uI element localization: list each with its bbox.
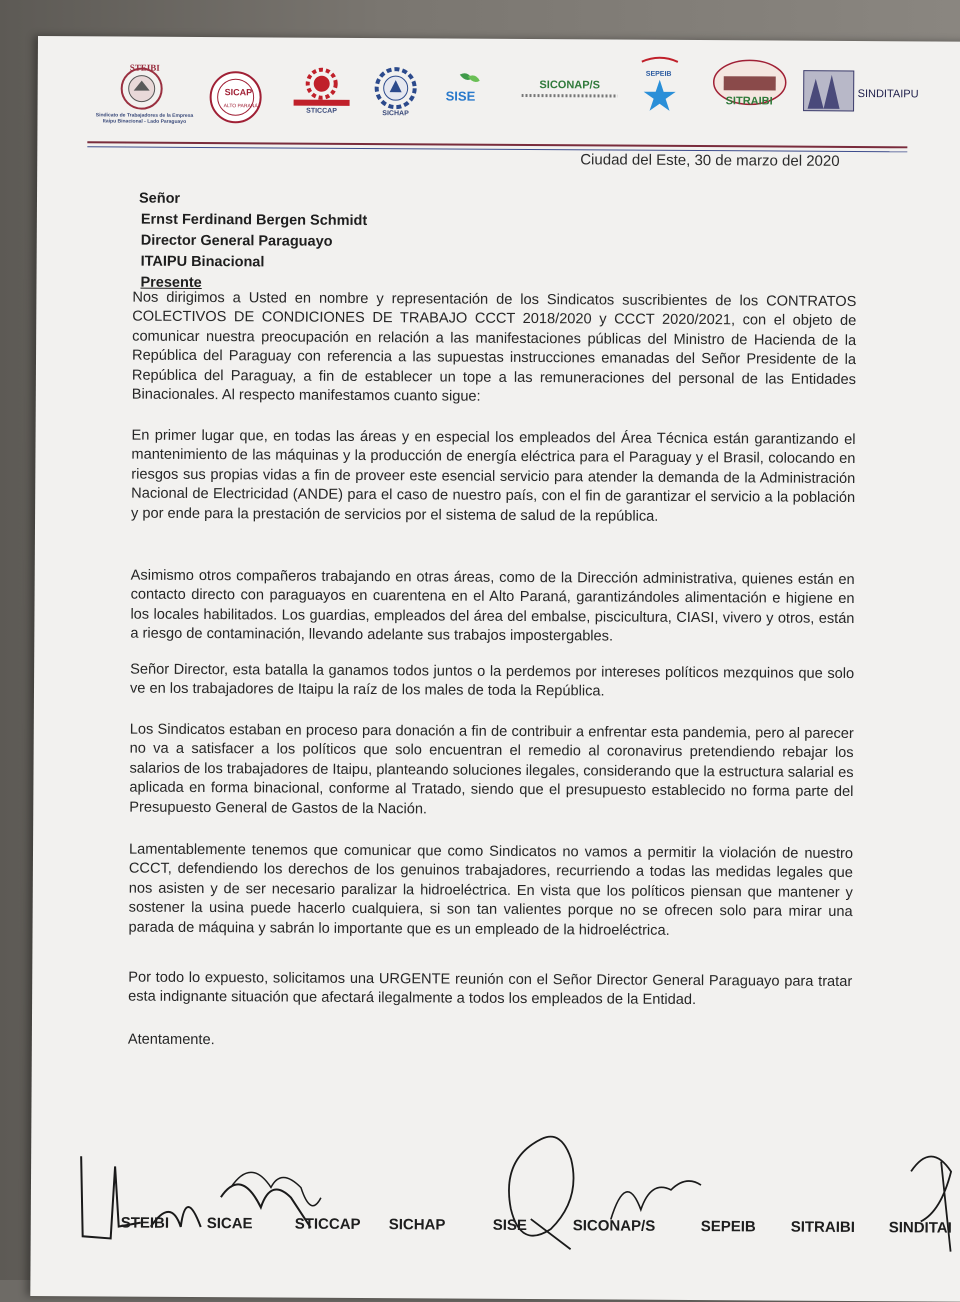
signature-label-siconap: SICONAP/S — [572, 1217, 656, 1235]
signature-label-sise: SISE — [492, 1216, 527, 1235]
sicap-seal-text: SICAP — [224, 87, 253, 98]
sitraibi-dam-icon — [710, 58, 790, 110]
body-paragraph-6: Lamentablemente tenemos que comunicar que como Sindicatos no vamos a permitir la violación de nuestro CCCT, defendiendo los derechos de los genuinos trabajadores, recurriendo a todas las medidas legales que nos asisten y de ser necesario paralizar la hidroeléctrica. En vista que los políticos piensan que mantener y sostener la usina puede hacerlo cualquiera, si son tan valientes porque no se ofrecen solo para mirar una parada de máquina y sabrán lo importante que es un empleado de la hidroeléctrica. — [128, 841, 854, 939]
logo-sise — [438, 70, 504, 110]
logo-siconap — [522, 79, 618, 98]
logo-sicap — [207, 69, 263, 125]
body-paragraph-7: Por todo lo expuesto, solicitamos una URGENTE reunión con el Señor Director General Paraguayo para tratar esta indignante situación que afectará ilegalmente a todos los empleados de la Entidad. — [128, 969, 853, 1009]
letter-date: Ciudad del Este, 30 de marzo del 2020 — [580, 151, 840, 170]
signature-label-sichap: SICHAP — [388, 1216, 446, 1234]
recipient-org: ITAIPU Binacional — [140, 253, 265, 271]
sicap-seal-subtext: ALTO PARANÁ — [223, 103, 258, 110]
body-paragraph-1: Nos dirigimos a Usted en nombre y representación de los Sindicatos suscribientes de los CONTRATOS COLECTIVOS DE CONDICIONES DE TRABAJO CCCT 2018/2020 y CCCT 2020/2021, con el objeto de comunicar nuestra preocupación en relación a las manifestaciones públicas del Ministro de Hacienda de la República del Paraguay con referencia a las supuestas instrucciones emanadas del Señor Presidente de la República del Paraguay, a fin de establecer un tope a las remuneraciones del personal de las Entidades Binacionales. Al respecto manifestamos cuanto sigue: — [131, 289, 857, 405]
svg-text:STEIBI: STEIBI — [129, 62, 160, 73]
logo-sinditaipu — [802, 63, 932, 116]
sichap-gear-icon — [370, 66, 422, 110]
logo-sepeib — [630, 54, 690, 116]
siconap-fine-print — [522, 94, 618, 98]
signature-label-sticcap: STICCAP — [294, 1215, 361, 1233]
closing: Atentamente. — [127, 1031, 215, 1049]
sticcap-gear-icon — [290, 64, 354, 108]
sepeib-star-icon — [630, 54, 690, 116]
sinditaipu-dam-icon — [802, 63, 932, 116]
sichap-caption: SICHAP — [382, 110, 409, 118]
logo-sticcap — [290, 64, 354, 116]
letter-page — [30, 36, 960, 1302]
recipient-title: Director General Paraguayo — [140, 232, 333, 250]
signature-label-steibi: STEIBI — [120, 1214, 170, 1232]
signature-label-sitraibi: SITRAIBI — [790, 1218, 855, 1237]
sicap-seal-icon — [207, 69, 263, 125]
sise-wordmark: SISE — [445, 88, 476, 104]
recipient-name: Ernst Ferdinand Bergen Schmidt — [140, 211, 368, 230]
body-paragraph-5: Los Sindicatos estaban en proceso para donación a fin de contribuir a enfrentar esta pandemia, pero al parecer no va a satisfacer a los políticos que solo encuentran el remedio al coronavirus pretendiendo rebajar los salarios de los trabajadores de Itaipu, planteando soluciones ilegales, considerando que la estructura salarial es aplicada en forma binacional, conforme al Tratado, siendo que el presupuesto establecido no forma parte del Presupuesto General de Gastos de la Nación. — [129, 721, 854, 818]
siconap-wordmark: SICONAP/S — [539, 79, 600, 92]
steibi-caption: Sindicato de Trabajadores de la Empresa Itaipu Binacional - Lado Paraguayo — [95, 112, 194, 125]
recipient-salutation: Señor — [138, 190, 181, 207]
body-paragraph-4: Señor Director, esta batalla la ganamos todos juntos o la perdemos por intereses políticos mezquinos que solo ve en los trabajadores de Itaipu la raíz de los males de toda la República. — [129, 661, 855, 700]
body-paragraph-2: En primer lugar que, en todas las áreas y en especial los empleados del Área Técnica están garantizando el mantenimiento de las máquinas y la producción de energía eléctrica para el Paraguay y el Brasil, colocando en riesgos sus propias vidas a fin de proveer este esencial servicio para atender la demanda de la Administración Nacional de Electricidad (ANDE) para el caso de nuestro país, con el fin de garantizar el servicio a la población y por ende para la prestación de servicios por el sistema de salud de la república. — [131, 427, 856, 525]
recipient-presente: Presente — [140, 274, 202, 292]
sinditaipu-wordmark: SINDITAIPU — [857, 88, 919, 101]
signature-labels — [111, 1214, 960, 1249]
sise-leaf-icon — [438, 70, 504, 110]
sitraibi-wordmark: SITRAIBI — [725, 95, 773, 108]
letterhead — [89, 50, 950, 145]
logo-steibi — [89, 60, 199, 125]
signature-label-sinditaipu: SINDITAI — [888, 1219, 952, 1237]
body-paragraph-3: Asimismo otros compañeros trabajando en otras áreas, como de la Dirección administrativa, quienes están en contacto directo con paraguayos en cuarentena en el Alto Paraná, garantizándoles alimentación e higiene en los locales habilitados. Los guardias, empleados del área del embalse, piscicultura, CIASI, vivero y otros, están a riesgo de contaminación, llevando adelante sus trabajos impostergables. — [130, 567, 855, 645]
logo-sitraibi — [710, 58, 790, 110]
signature-label-sepeib: SEPEIB — [700, 1218, 756, 1236]
sepeib-wordmark: SEPEIB — [645, 70, 672, 78]
sticcap-caption: STICCAP — [306, 107, 337, 115]
logo-sichap — [370, 66, 422, 118]
signature-label-sicae: SICAE — [206, 1215, 253, 1233]
steibi-emblem-icon — [90, 60, 200, 113]
recipient-block — [138, 189, 367, 295]
